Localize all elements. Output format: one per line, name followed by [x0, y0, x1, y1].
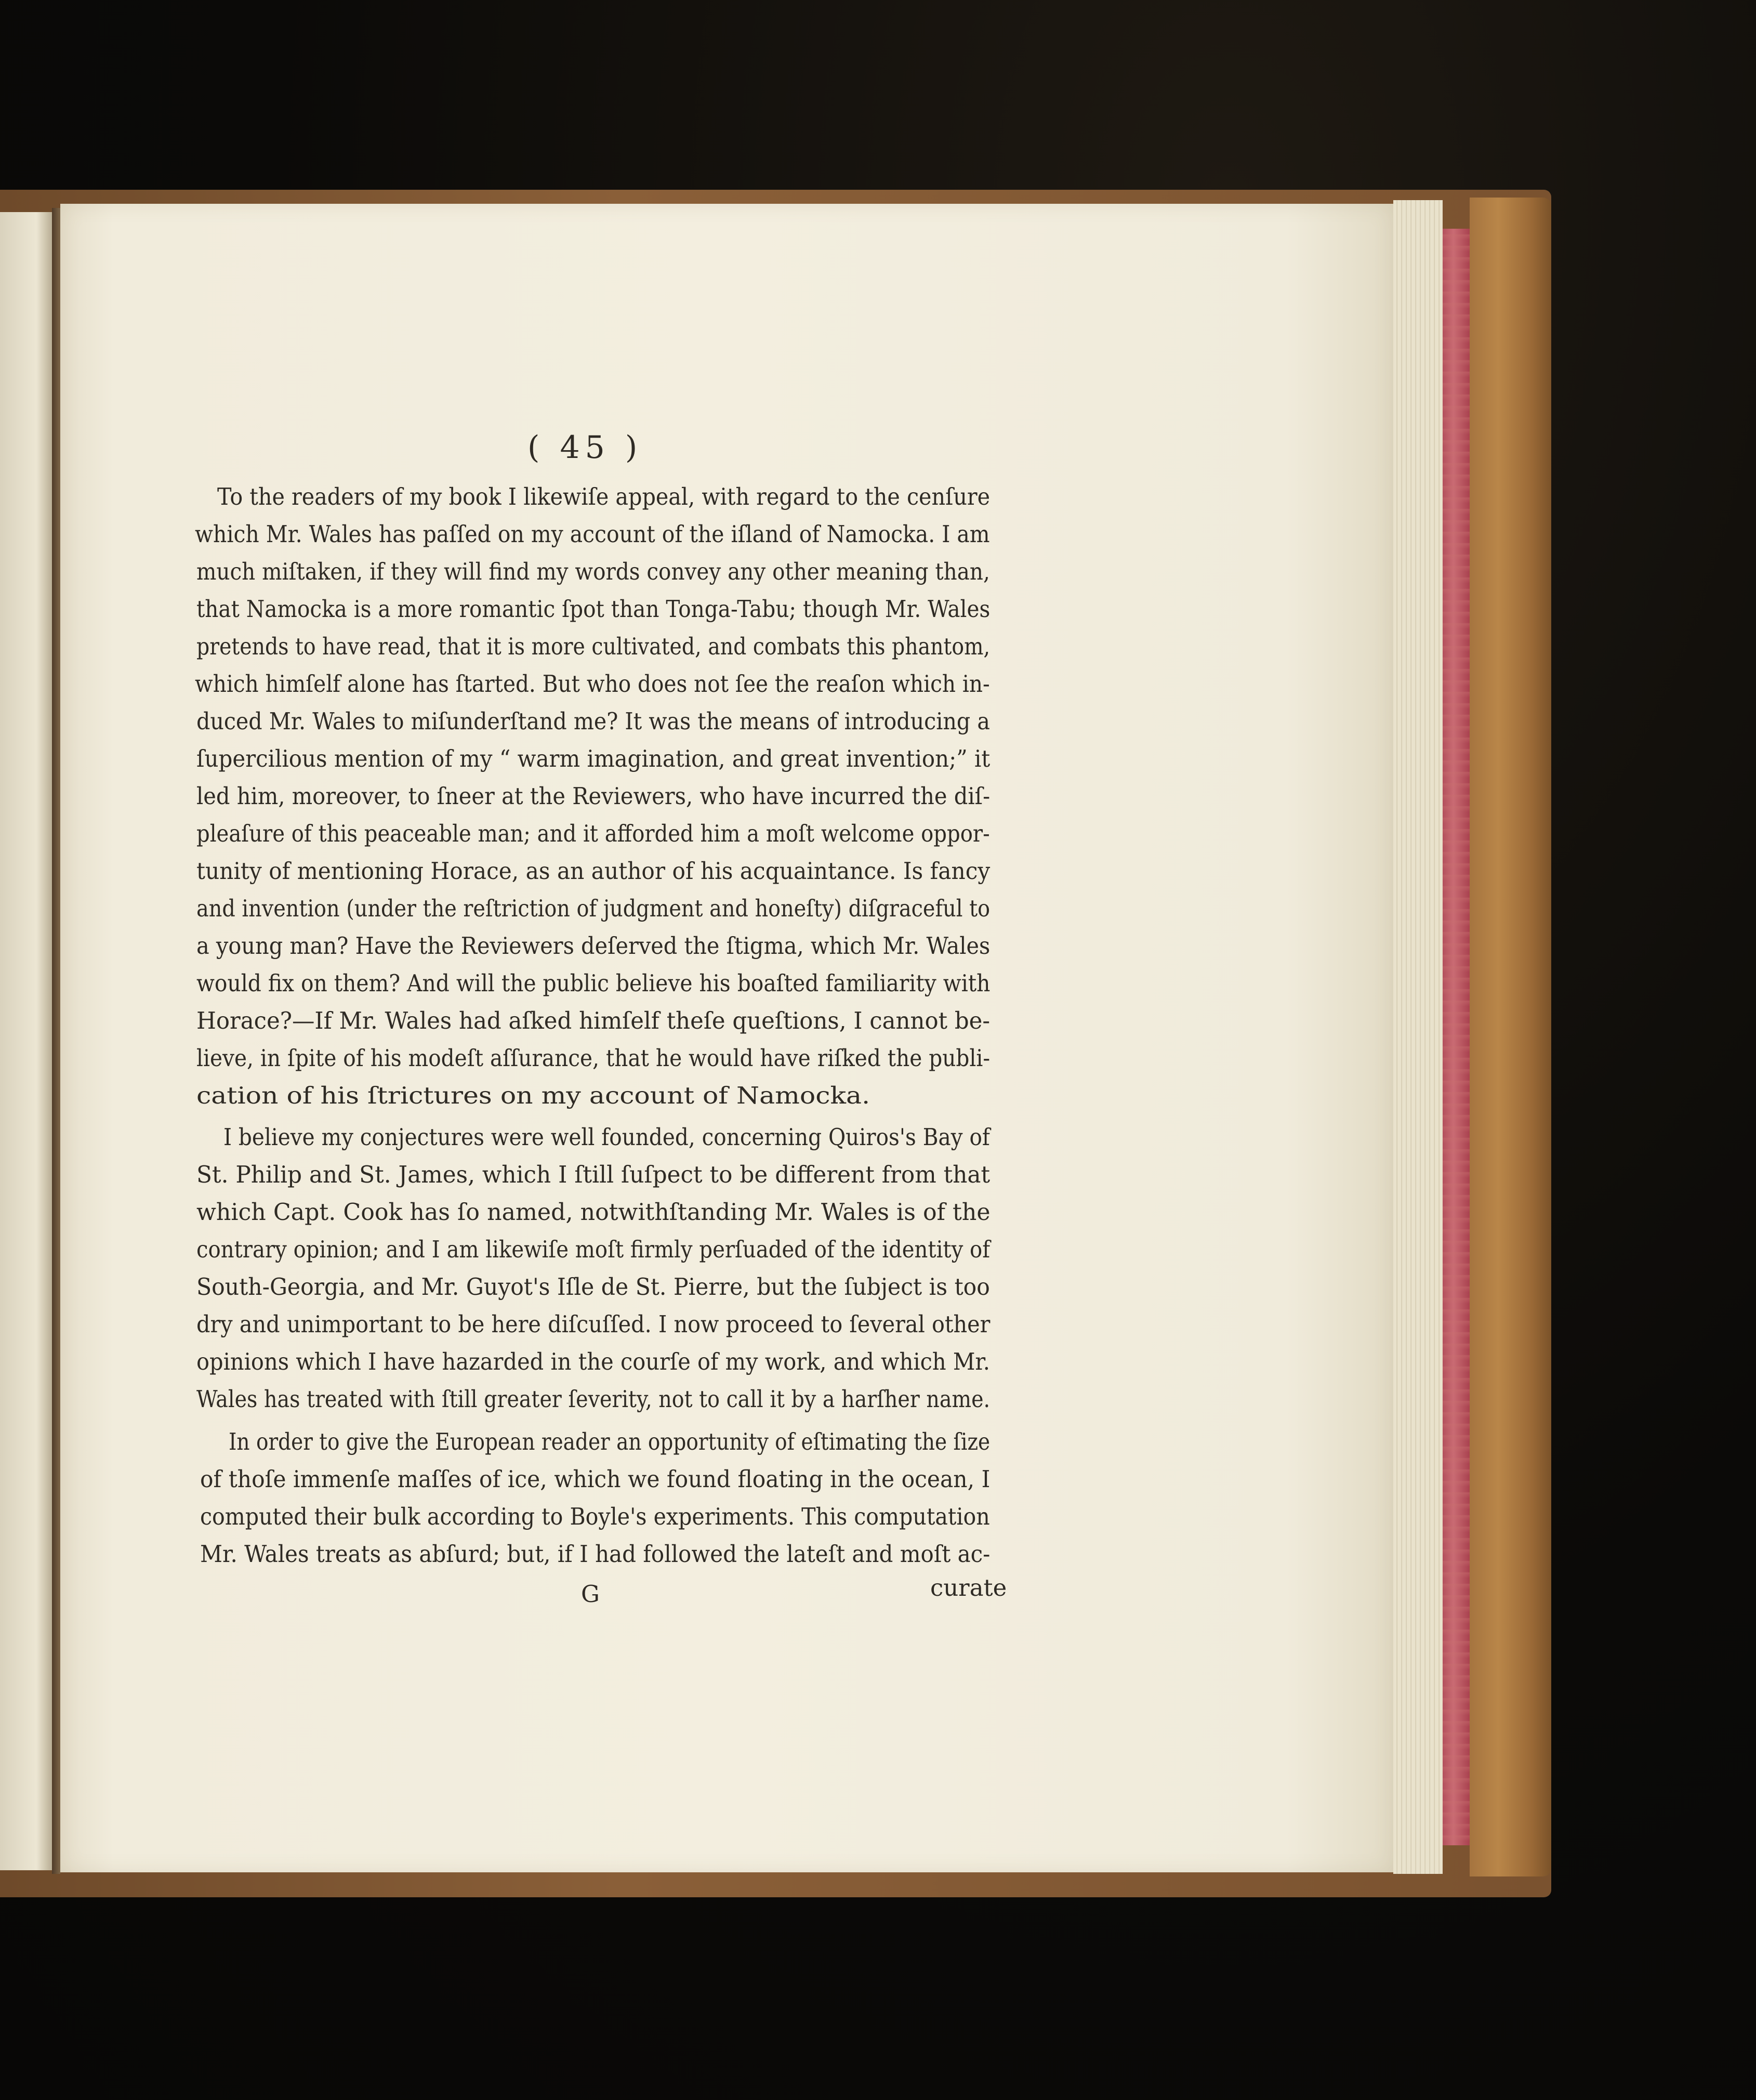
- text-line: In order to give the European reader an opportunity of eſtimating the ſize: [229, 1428, 991, 1455]
- text-line: and invention (under the reſtriction of judgment and honeſty) diſgraceful to: [196, 895, 991, 922]
- text-line: Mr. Wales treats as abſurd; but, if I had followed the lateſt and moſt ac-: [200, 1540, 991, 1568]
- text-line: Horace?—If Mr. Wales had aſked himſelf theſe queſtions, I cannot be-: [196, 1007, 991, 1034]
- sprinkled-red-edge: [1443, 229, 1470, 1845]
- text-line: Wales has treated with ſtill greater ſeverity, not to call it by a harſher name.: [196, 1385, 991, 1413]
- text-line: tunity of mentioning Horace, as an author of his acquaintance. Is fancy: [196, 857, 991, 885]
- text-line: opinions which I have hazarded in the courſe of my work, and which Mr.: [196, 1348, 990, 1375]
- text-line: pleaſure of this peaceable man; and it afforded him a moſt welcome oppor-: [196, 820, 990, 847]
- facing-page-edge: [0, 212, 52, 1870]
- text-line: pretends to have read, that it is more cultivated, and combats this phantom,: [196, 633, 991, 660]
- text-line: led him, moreover, to ſneer at the Reviewers, who have incurred the diſ-: [196, 782, 991, 810]
- text-line: a young man? Have the Reviewers deſerved the ſtigma, which Mr. Wales: [196, 932, 991, 960]
- text-line: St. Philip and St. James, which I ſtill ſuſpect to be different from that: [196, 1161, 991, 1188]
- book-gutter: [52, 208, 60, 1874]
- signature-mark: G: [581, 1580, 600, 1608]
- text-line: much miſtaken, if they will find my words convey any other meaning than,: [196, 558, 990, 585]
- text-line: computed their bulk according to Boyle's experiments. This computation: [200, 1503, 990, 1530]
- text-line: which Capt. Cook has ſo named, notwithſtanding Mr. Wales is of the: [196, 1198, 991, 1226]
- catchword: curate: [930, 1574, 1007, 1602]
- book-page: [60, 204, 1393, 1872]
- text-line: of thoſe immenſe maſſes of ice, which we found floating in the ocean, I: [200, 1465, 991, 1493]
- text-line: duced Mr. Wales to miſunderſtand me? It was the means of introducing a: [196, 707, 990, 735]
- text-line: which himſelf alone has ſtarted. But who does not ſee the reaſon which in-: [195, 670, 990, 698]
- text-line: that Namocka is a more romantic ſpot than Tonga-Tabu; though Mr. Wales: [196, 595, 991, 623]
- text-line: dry and unimportant to be here diſcuſſed. I now proceed to ſeveral other: [196, 1310, 991, 1338]
- leather-board-edge: [1470, 198, 1551, 1876]
- text-line: would fix on them? And will the public believe his boaſted familiarity with: [196, 969, 991, 997]
- text-line: I believe my conjectures were well founded, concerning Quiros's Bay of: [223, 1123, 990, 1151]
- text-line: ſupercilious mention of my “ warm imagination, and great invention;” it: [196, 745, 991, 772]
- page-block-edges: [1393, 200, 1443, 1874]
- text-line: cation of his ſtrictures on my account of Namocka.: [196, 1082, 870, 1109]
- page-number: ( 45 ): [527, 429, 643, 466]
- text-line: lieve, in ſpite of his modeſt aſſurance, that he would have riſked the publi-: [196, 1044, 991, 1072]
- text-line: contrary opinion; and I am likewiſe moſt firmly perſuaded of the identity of: [196, 1236, 991, 1263]
- text-line: which Mr. Wales has paſſed on my account of the iſland of Namocka. I am: [195, 520, 990, 548]
- text-line: To the readers of my book I likewiſe appeal, with regard to the cenſure: [217, 483, 991, 510]
- text-line: South-Georgia, and Mr. Guyot's Iſle de St. Pierre, but the ſubject is too: [196, 1273, 990, 1301]
